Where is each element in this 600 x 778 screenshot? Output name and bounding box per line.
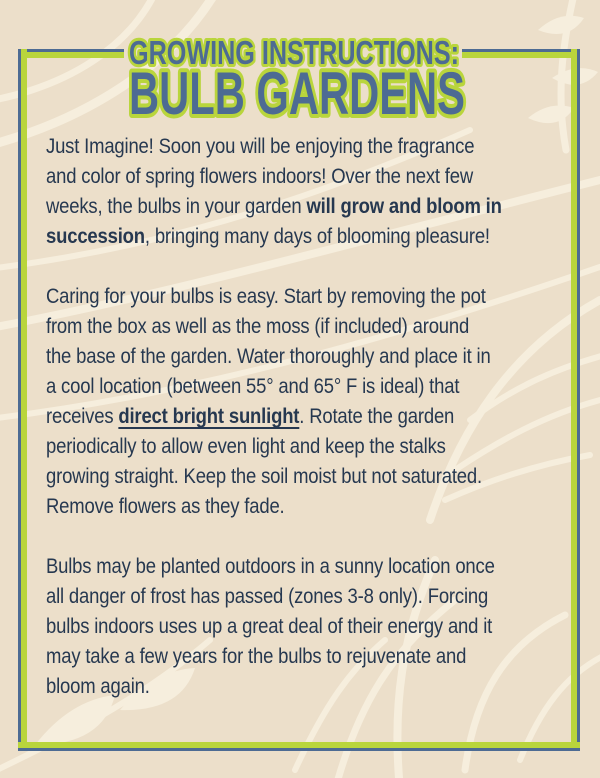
text-line — [46, 462, 504, 492]
text-segment: may take a few years for the bulbs to rejuvenate and — [46, 645, 467, 668]
page-title: BULB GARDENS — [129, 60, 465, 127]
text-segment: direct bright sunlight — [118, 405, 300, 428]
text-line — [46, 642, 504, 672]
text-line — [46, 192, 504, 222]
paragraph — [46, 552, 504, 702]
text-line — [46, 162, 504, 192]
text-segment: weeks, the bulbs in your garden — [46, 195, 307, 218]
text-segment: Caring for your bulbs is easy. Start by removing the pot — [46, 285, 486, 308]
text-segment: receives — [46, 405, 119, 428]
text-segment: , bringing many days of blooming pleasure! — [144, 225, 490, 248]
text-line — [46, 222, 504, 252]
instructions-body — [46, 132, 566, 732]
text-line — [46, 132, 504, 162]
text-line — [46, 582, 504, 612]
paragraph — [46, 282, 504, 522]
text-line — [46, 492, 504, 522]
text-segment: the base of the garden. Water thoroughly and place it in — [46, 345, 491, 368]
paragraph — [46, 132, 504, 252]
text-segment: growing straight. Keep the soil moist but not saturated. — [46, 465, 482, 488]
header-kicker: GROWING INSTRUCTIONS: — [129, 34, 459, 71]
text-line — [46, 432, 504, 462]
frame-border-right — [571, 49, 580, 751]
text-segment: bloom again. — [46, 675, 150, 698]
text-line — [46, 282, 504, 312]
text-segment: periodically to allow even light and keep the stalks — [46, 435, 446, 458]
text-line — [46, 402, 504, 432]
text-segment: all danger of frost has passed (zones 3-8 only). Forcing — [46, 585, 489, 608]
text-segment: . Rotate the garden — [299, 405, 455, 428]
header — [0, 0, 600, 130]
text-segment: will grow and bloom in — [306, 195, 502, 218]
text-segment: from the box as well as the moss (if included) around — [46, 315, 470, 338]
frame-border-bottom — [18, 742, 580, 751]
text-line — [46, 672, 504, 702]
text-line — [46, 372, 504, 402]
text-segment: bulbs indoors uses up a great deal of their energy and it — [46, 615, 493, 638]
text-line — [46, 552, 504, 582]
text-segment: Remove flowers as they fade. — [46, 495, 285, 518]
text-segment: Bulbs may be planted outdoors in a sunny location once — [46, 555, 495, 578]
text-line — [46, 342, 504, 372]
text-segment: succession — [46, 225, 145, 248]
text-segment: a cool location (between 55° and 65° F is ideal) that — [46, 375, 460, 398]
text-line — [46, 612, 504, 642]
frame-border-left — [18, 49, 27, 751]
text-segment: Just Imagine! Soon you will be enjoying the fragrance — [46, 135, 475, 158]
text-line — [46, 312, 504, 342]
text-segment: and color of spring flowers indoors! Over the next few — [46, 165, 474, 188]
